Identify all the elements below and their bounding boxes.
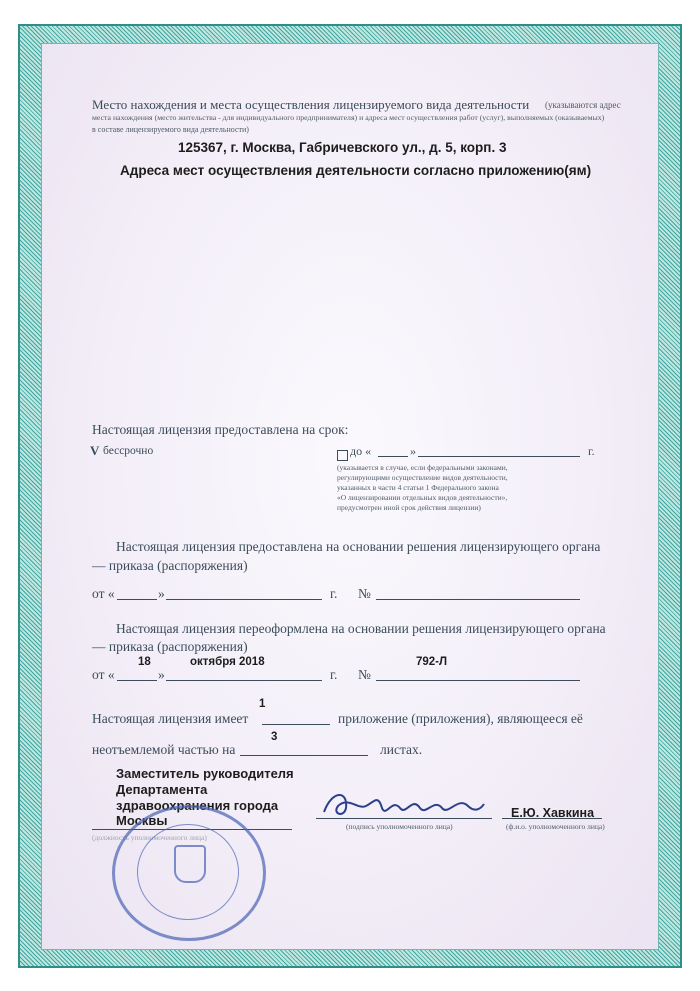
name-caption: (ф.и.о. уполномоченного лица) <box>506 822 605 831</box>
term-until-quote: » <box>410 444 416 458</box>
reissued-quote: » <box>158 667 165 682</box>
term-indefinite: бессрочно <box>103 445 154 457</box>
reissued-number-line <box>376 680 580 681</box>
header-note-1: (указываются адрес <box>545 100 621 110</box>
granted-number-line <box>376 599 580 600</box>
term-note-3: указанных в части 4 статьи 1 Федерального закона <box>337 483 499 492</box>
term-until-date-line <box>418 456 580 457</box>
reissued-number: 792-Л <box>416 656 448 668</box>
granted-date-line <box>166 599 322 600</box>
granted-line-1: Настоящая лицензия предоставлена на основании решения лицензирующего органа <box>116 539 601 554</box>
reissued-from: от « <box>92 667 115 682</box>
reissued-number-label: № <box>358 667 371 682</box>
appendix-line-1b: приложение (приложения), являющееся её <box>338 711 583 726</box>
address-note: Адреса мест осуществления деятельности согласно приложению(ям) <box>120 163 592 178</box>
header-note-3: в составе лицензируемого вида деятельности) <box>92 125 249 134</box>
term-note-4: «О лицензировании отдельных видов деятельности», <box>337 493 508 502</box>
signatory-title-1: Заместитель руководителя <box>116 766 294 781</box>
reissued-day: 18 <box>138 656 151 668</box>
term-note-2: регулирующими осуществление видов деятельности, <box>337 473 508 482</box>
checkbox-checked: V <box>90 443 100 458</box>
granted-quote: » <box>158 586 165 601</box>
appendix-line-1a: Настоящая лицензия имеет <box>92 711 249 726</box>
position-caption: (должность уполномоченного лица) <box>92 833 207 842</box>
license-address: 125367, г. Москва, Габричевского ул., д. 5, корп. 3 <box>178 140 507 155</box>
header-title: Место нахождения и места осуществления лицензируемого вида деятельности <box>92 97 530 112</box>
signature-caption: (подпись уполномоченного лица) <box>346 822 453 831</box>
reissued-month-year: октября 2018 <box>190 656 265 668</box>
term-until-prefix: до « <box>350 444 372 458</box>
appendix-sheets-line <box>240 755 368 756</box>
signatory-title-4: Москвы <box>116 813 168 828</box>
term-until-day-line <box>378 456 408 457</box>
signatory-name: Е.Ю. Хавкина <box>511 806 595 820</box>
granted-line-2: — приказа (распоряжения) <box>92 558 248 573</box>
reissued-line-1: Настоящая лицензия переоформлена на основании решения лицензирующего органа <box>116 621 606 636</box>
term-note-5: предусмотрен иной срок действия лицензии) <box>337 503 481 512</box>
signature-line <box>316 818 492 819</box>
appendix-sheets: 3 <box>271 731 278 743</box>
granted-year-suffix: г. <box>330 586 338 601</box>
term-label: Настоящая лицензия предоставлена на срок: <box>92 422 349 437</box>
appendix-line-2a: неотъемлемой частью на <box>92 742 236 757</box>
term-note-1: (указывается в случае, если федеральными законами, <box>337 463 508 472</box>
granted-number-label: № <box>358 586 371 601</box>
appendix-count: 1 <box>259 698 266 710</box>
signatory-title-3: здравоохранения города <box>116 798 279 813</box>
granted-from: от « <box>92 586 115 601</box>
term-until-suffix: г. <box>588 444 595 458</box>
official-stamp <box>112 805 266 941</box>
coat-of-arms-icon <box>174 845 206 883</box>
appendix-line-2b: листах. <box>380 742 423 757</box>
reissued-year-suffix: г. <box>330 667 338 682</box>
reissued-date-line <box>166 680 322 681</box>
signatory-title-2: Департамента <box>116 782 208 797</box>
reissued-line-2: — приказа (распоряжения) <box>92 639 248 654</box>
granted-day-line <box>117 599 157 600</box>
appendix-count-line <box>262 724 330 725</box>
header-note-2: места нахождения (место жительства - для индивидуального предпринимателя) и адреса мест осуществления работ (услуг), выполняемых (оказываемых) <box>92 113 605 122</box>
reissued-day-line <box>117 680 157 681</box>
name-line <box>502 818 602 819</box>
